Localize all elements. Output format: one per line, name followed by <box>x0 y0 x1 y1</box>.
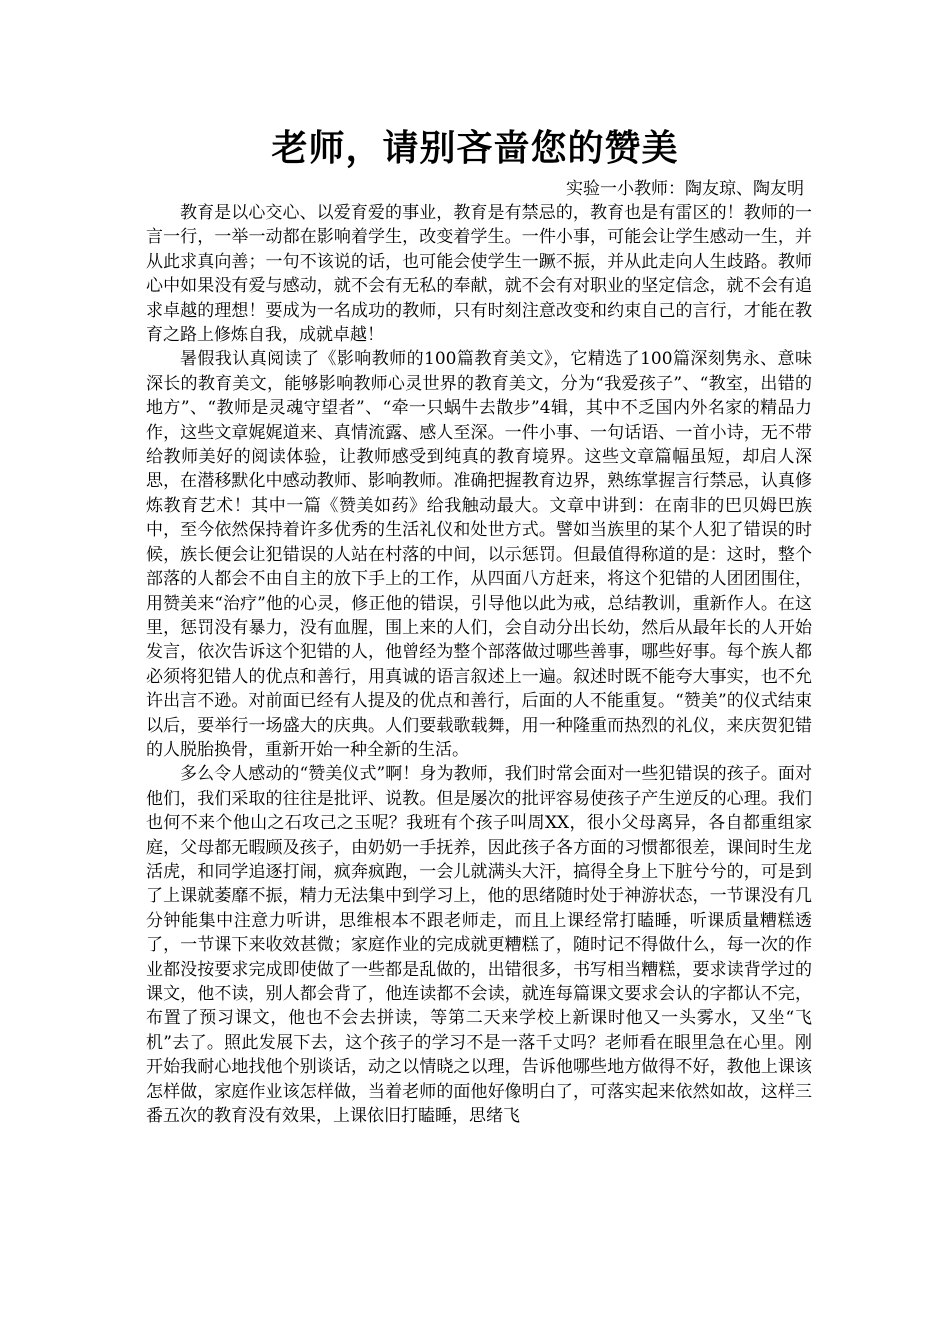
paragraph-2: 暑假我认真阅读了《影响教师的100篇教育美文》，它精选了100篇深刻隽永、意味深长的教育美文，能够影响教师心灵世界的教育美文，分为“我爱孩子”、“教室，出错的地方”、“教师是灵魂守望者”、“牵一只蜗牛去散步”4辑，其中不乏国内外名家的精品力作，这些文章娓娓道来、真情流露、感人至深。一件小事、一句话语、一首小诗，无不带给教师美好的阅读体验，让教师感受到纯真的教育境界。这些文章篇幅虽短，却启人深思，在潜移默化中感动教师、影响教师。准确把握教育边界，熟练掌握言行禁忌，认真修炼教育艺术！其中一篇《赞美如药》给我触动最大。文章中讲到：在南非的巴贝姆巴族中，至今依然保持着许多优秀的生活礼仪和处世方式。譬如当族里的某个人犯了错误的时候，族长便会让犯错误的人站在村落的中间，以示惩罚。但最值得称道的是：这时，整个部落的人都会不由自主的放下手上的工作，从四面八方赶来，将这个犯错的人团团围住，用赞美来“治疗”他的心灵，修正他的错误，引导他以此为戒，总结教训，重新作人。在这里，惩罚没有暴力，没有血腥，围上来的人们，会自动分出长幼，然后从最年长的人开始发言，依次告诉这个犯错的人，他曾经为整个部落做过哪些善事，哪些好事。每个族人都必须将犯错人的优点和善行，用真诚的语言叙述上一遍。叙述时既不能夸大事实，也不允许出言不逊。对前面已经有人提及的优点和善行，后面的人不能重复。“赞美”的仪式结束以后，要举行一场盛大的庆典。人们要载歌载舞，用一种隆重而热烈的礼仪，来庆贺犯错的人脱胎换骨，重新开始一种全新的生活。 <box>146 349 812 760</box>
document-title: 老师，请别吝啬您的赞美 <box>271 128 679 169</box>
paragraph-1: 教育是以心交心、以爱育爱的事业，教育是有禁忌的，教育也是有雷区的！教师的一言一行，一举一动都在影响着学生，改变着学生。一件小事，可能会让学生感动一生，并从此求真向善；一句不该说的话，也可能会使学生一蹶不振，并从此走向人生歧路。教师心中如果没有爱与感动，就不会有无私的奉献，就不会有对职业的坚定信念，就不会有追求卓越的理想！要成为一名成功的教师，只有时刻注意改变和约束自己的言行，才能在教育之路上修炼自我，成就卓越！ <box>146 203 812 346</box>
document-body <box>146 201 812 1128</box>
paragraph-3: 多么令人感动的“赞美仪式”啊！身为教师，我们时常会面对一些犯错误的孩子。面对他们，我们采取的往往是批评、说教。但是屡次的批评容易使孩子产生逆反的心理。我们也何不来个他山之石攻己之玉呢？我班有个孩子叫周XX，很小父母离异，各自都重组家庭，父母都无暇顾及孩子，由奶奶一手抚养，因此孩子各方面的习惯都很差，课间时生龙活虎，和同学追逐打闹，疯奔疯跑，一会儿就满头大汗，搞得全身上下脏兮兮的，可是到了上课就萎靡不振，精力无法集中到学习上，他的思绪随时处于神游状态，一节课没有几分钟能集中注意力听讲，思维根本不跟老师走，而且上课经常打瞌睡，听课质量糟糕透了，一节课下来收效甚微；家庭作业的完成就更糟糕了，随时记不得做什么，每一次的作业都没按要求完成即使做了一些都是乱做的，出错很多，书写相当糟糕，要求读背学过的课文，他不读，别人都会背了，他连读都不会读，就连每篇课文要求会认的字都认不完，布置了预习课文，他也不会去拼读，等第二天来学校上新课时他又一头雾水，又坐“飞机”去了。照此发展下去，这个孩子的学习不是一落千丈吗？老师看在眼里急在心里。刚开始我耐心地找他个别谈话，动之以情晓之以理，告诉他哪些地方做得不好，教他上课该怎样做，家庭作业该怎样做，当着老师的面他好像明白了，可落实起来依然如故，这样三番五次的教育没有效果，上课依旧打瞌睡，思绪飞 <box>146 764 812 1127</box>
author-line: 实验一小教师：陶友琼、陶友明 <box>566 179 804 199</box>
